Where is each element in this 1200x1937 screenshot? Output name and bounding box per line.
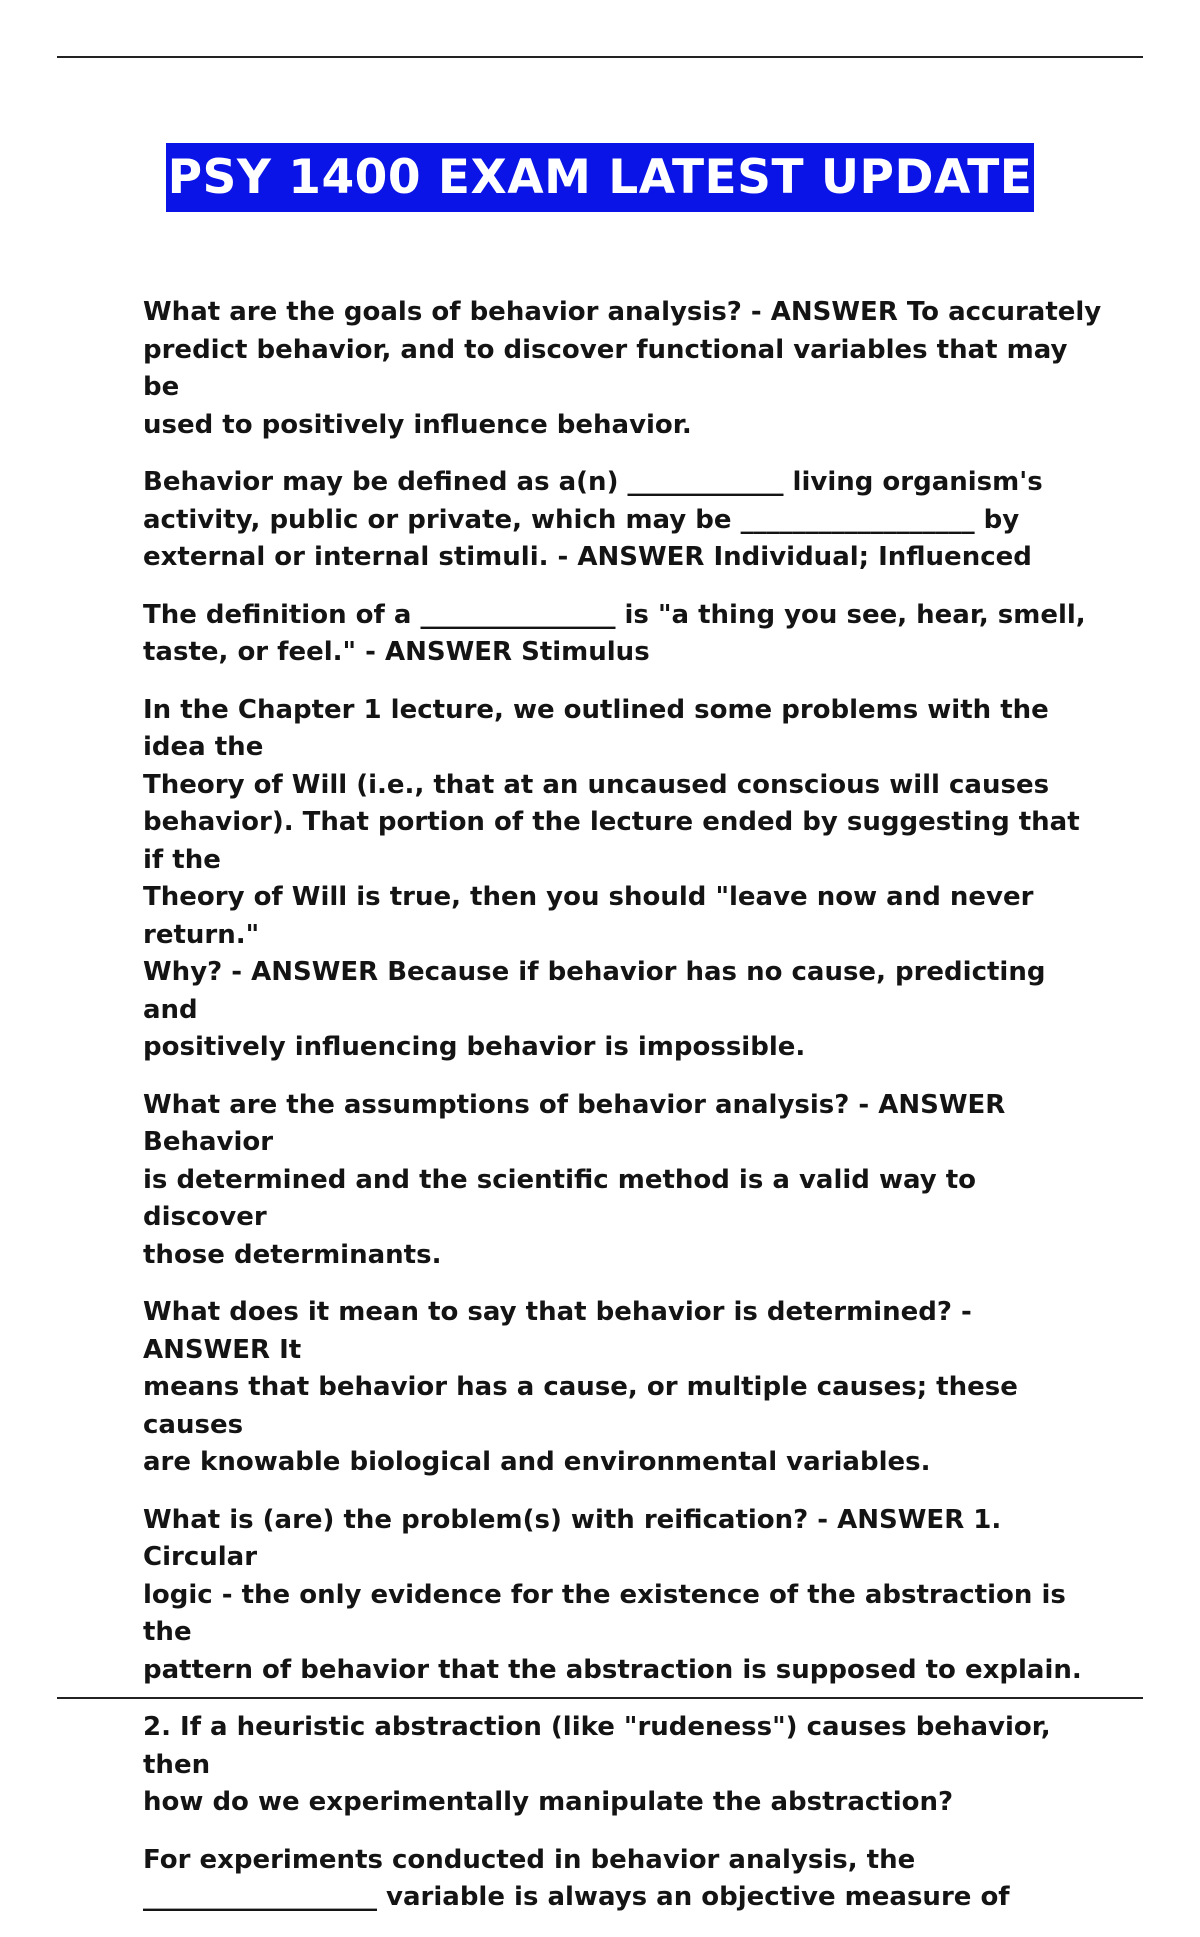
qa-entry-behavior-definition: Behavior may be defined as a(n) ____________ living organism's activity, public or private, which may be __________________ by external or internal stimuli. - ANSWER Individual; Influenced — [143, 467, 1043, 572]
qa-entry-theory-of-will: In the Chapter 1 lecture, we outlined some problems with the idea the Theory of Will (i.e., that at an uncaused conscious will causes behavior). That portion of the lecture ended by suggesting that if the Theory of Will is true, then you should "leave now and never return." Why? - ANSWER Because if behavior has no cause, predicting and positively influencing behavior is impossible. — [143, 694, 1080, 1062]
bottom-rule — [57, 1697, 1143, 1699]
qa-list — [143, 294, 1103, 1937]
qa-entry-determined: What does it mean to say that behavior is determined? - ANSWER It means that behavior has a cause, or multiple causes; these causes are knowable biological and environmental variables. — [143, 1297, 1018, 1477]
document-title: PSY 1400 EXAM LATEST UPDATE — [166, 143, 1035, 212]
qa-entry-goals: What are the goals of behavior analysis? - ANSWER To accurately predict behavior, and to discover functional variables that may be used to positively influence behavior. — [143, 297, 1102, 440]
qa-entry-stimulus-definition: The definition of a _______________ is "a thing you see, hear, smell, taste, or feel." - ANSWER Stimulus — [143, 599, 1086, 667]
qa-entry-dependent-variable: For experiments conducted in behavior analysis, the __________________ variable is always an objective measure of — [143, 1844, 1010, 1912]
qa-entry-assumptions: What are the assumptions of behavior analysis? - ANSWER Behavior is determined and the scientific method is a valid way to discover those determinants. — [143, 1089, 1006, 1270]
qa-entry-reification: What is (are) the problem(s) with reification? - ANSWER 1. Circular logic - the only evidence for the existence of the abstraction is the pattern of behavior that the abstraction is supposed to explain. — [143, 1504, 1082, 1685]
qa-entry-heuristic-abstraction: 2. If a heuristic abstraction (like "rudeness") causes behavior, then how do we experimentally manipulate the abstraction? — [143, 1712, 1051, 1817]
top-rule — [57, 56, 1143, 58]
title-banner — [0, 143, 1200, 212]
